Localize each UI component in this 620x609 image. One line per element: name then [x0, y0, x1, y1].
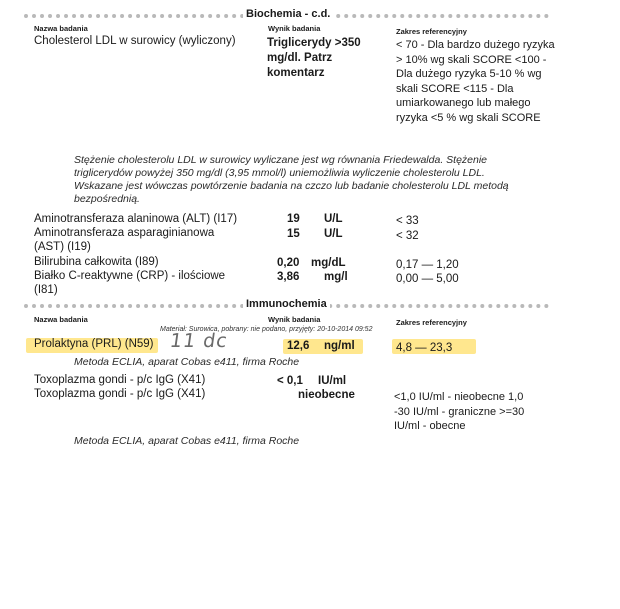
test-name-prolactin: Prolaktyna (PRL) (N59) [34, 338, 154, 350]
test-name-toxoplasma-2: Toxoplazma gondi - p/c IgG (X41) [34, 388, 206, 400]
test-name-toxoplasma-1: Toxoplazma gondi - p/c IgG (X41) [34, 374, 206, 386]
value-crp: 3,86 [277, 271, 300, 283]
test-name-bilirubin: Bilirubina całkowita (I89) [34, 256, 159, 268]
test-name-crp-line2: (I81) [34, 284, 58, 296]
method-note-prolactin: Metoda ECLIA, aparat Cobas e411, firma Roche [74, 356, 300, 368]
result-ldl: Triglicerydy >350 mg/dl. Patrz komentarz [267, 37, 361, 79]
value-bilirubin: 0,20 [277, 257, 300, 269]
section-title-biochemistry: Biochemia - c.d. [243, 8, 333, 20]
handwritten-note: 11 dc [168, 330, 230, 352]
column-header-result: Wynik badania [268, 24, 321, 33]
test-name-alt: Aminotransferaza alaninowa (ALT) (I17) [34, 213, 238, 225]
section-title-immunochemistry: Immunochemia [243, 298, 330, 310]
unit-crp: mg/l [324, 271, 348, 283]
test-name-ldl: Cholesterol LDL w surowicy (wyliczony) [34, 35, 236, 47]
reference-crp: 0,00 — 5,00 [396, 273, 459, 285]
column-header-reference-2: Zakres referencyjny [396, 318, 467, 327]
unit-alt: U/L [324, 213, 343, 225]
reference-prolactin: 4,8 — 23,3 [396, 342, 453, 354]
column-header-name-2: Nazwa badania [34, 315, 88, 324]
unit-toxoplasma-1: IU/ml [318, 375, 347, 387]
value-prolactin: 12,6 [287, 340, 310, 352]
column-header-reference: Zakres referencyjny [396, 27, 467, 36]
unit-ast: U/L [324, 228, 343, 240]
unit-prolactin: ng/ml [324, 340, 355, 352]
reference-alt: < 33 [396, 215, 419, 227]
test-name-crp: Białko C-reaktywne (CRP) - ilościowe [34, 270, 226, 282]
reference-toxoplasma: <1,0 IU/ml - nieobecne 1,0 -30 IU/ml - graniczne >=30 IU/ml - obecne [394, 391, 525, 432]
reference-ldl: < 70 - Dla bardzo dużego ryzyka > 10% wg skali SCORE <100 - Dla dużego ryzyka 5-10 % wg skali SCORE <115 - Dla umiarkowanego lub małego ryzyka <5 % wg skali SCORE [396, 39, 555, 124]
method-note-toxoplasma: Metoda ECLIA, aparat Cobas e411, firma Roche [74, 435, 300, 447]
column-header-result-2: Wynik badania [268, 315, 321, 324]
test-name-ast: Aminotransferaza asparaginianowa [34, 227, 215, 239]
value-toxoplasma-2: nieobecne [298, 389, 355, 401]
value-alt: 19 [287, 213, 300, 225]
value-toxoplasma-1: < 0,1 [277, 375, 303, 387]
unit-bilirubin: mg/dL [311, 257, 346, 269]
reference-bilirubin: 0,17 — 1,20 [396, 259, 459, 271]
test-name-ast-line2: (AST) (I19) [34, 241, 91, 253]
reference-ast: < 32 [396, 230, 419, 242]
ldl-comment: Stężenie cholesterolu LDL w surowicy wyliczane jest wg równania Friedewalda. Stężenie triglicerydów powyżej 350 mg/dl (3,95 mmol/l) uniemożliwia wyliczenie cholesterolu LDL. Wskazane jest wówczas powtórzenie badania na czczo lub badanie cholesterolu LDL metodą bezpośrednią. [74, 154, 509, 205]
column-header-name: Nazwa badania [34, 24, 88, 33]
value-ast: 15 [287, 228, 300, 240]
material-info: Materiał: Surowica, pobrany: nie podano, przyjęty: 20-10-2014 09:52 [160, 326, 373, 333]
